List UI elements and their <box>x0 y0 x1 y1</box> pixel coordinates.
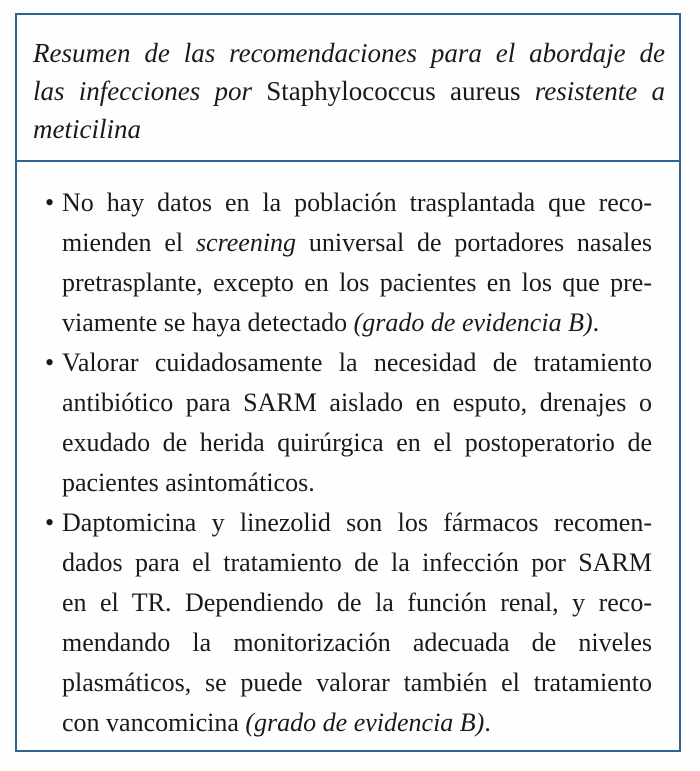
italic-text-segment: (grado de evidencia B) <box>353 308 593 337</box>
text-line <box>62 383 652 423</box>
italic-text-segment: (grado de evidencia B) <box>245 708 485 737</box>
italic-text-segment: screening <box>195 228 297 257</box>
list-item <box>45 343 652 503</box>
text-line <box>33 72 665 110</box>
bullet-marker: • <box>45 188 55 217</box>
text-line <box>33 110 665 148</box>
text-line <box>62 263 652 303</box>
italic-text-segment: resistente a <box>520 76 665 106</box>
text-line <box>62 343 652 383</box>
text-segment: Staphylococcus aureus <box>266 76 521 106</box>
text-line <box>62 303 652 343</box>
text-segment: pacientes asintomáticos. <box>62 468 315 497</box>
text-segment: . <box>484 708 491 737</box>
bullet-marker: • <box>45 348 55 377</box>
list-item <box>45 503 652 743</box>
text-segment: mendando la monitorización adecuada de niveles <box>62 628 652 657</box>
text-segment: en el TR. Dependiendo de la función renal, y reco- <box>62 588 652 617</box>
text-segment: . <box>592 308 600 337</box>
text-line <box>62 663 652 703</box>
text-segment: universal de portadores nasales <box>296 228 652 257</box>
text-segment: pretrasplante, excepto en los pacientes en los que pre- <box>62 268 652 297</box>
recommendations-list <box>17 162 679 743</box>
list-item <box>45 183 652 343</box>
text-line <box>62 423 652 463</box>
text-segment: mienden el <box>62 228 196 257</box>
text-segment: Daptomicina y linezolid son los fármacos recomen- <box>62 508 652 537</box>
italic-text-segment: meticilina <box>33 114 141 144</box>
text-line <box>62 503 652 543</box>
summary-box <box>15 13 681 752</box>
text-line <box>33 34 665 72</box>
text-segment: Valorar cuidadosamente la necesidad de tratamiento <box>62 348 652 377</box>
text-segment: dados para el tratamiento de la infección por SARM <box>62 548 652 577</box>
text-segment: viamente se haya detectado <box>62 308 354 337</box>
text-segment: antibiótico para SARM aislado en esputo, drenajes o <box>62 388 652 417</box>
text-segment: No hay datos en la población trasplantada que reco- <box>62 188 652 217</box>
bullet-marker: • <box>45 508 55 537</box>
text-segment: exudado de herida quirúrgica en el postoperatorio de <box>62 428 652 457</box>
italic-text-segment: las infecciones por <box>33 76 267 106</box>
text-line <box>62 223 652 263</box>
italic-text-segment: Resumen de las recomendaciones para el abordaje de <box>33 38 665 68</box>
text-line <box>62 543 652 583</box>
text-line <box>62 183 652 223</box>
box-title <box>17 15 679 160</box>
text-line <box>62 623 652 663</box>
text-line <box>62 463 652 503</box>
text-segment: plasmáticos, se puede valorar también el tratamiento <box>62 668 652 697</box>
text-segment: con vancomicina <box>62 708 246 737</box>
text-line <box>62 583 652 623</box>
text-line <box>62 703 652 743</box>
